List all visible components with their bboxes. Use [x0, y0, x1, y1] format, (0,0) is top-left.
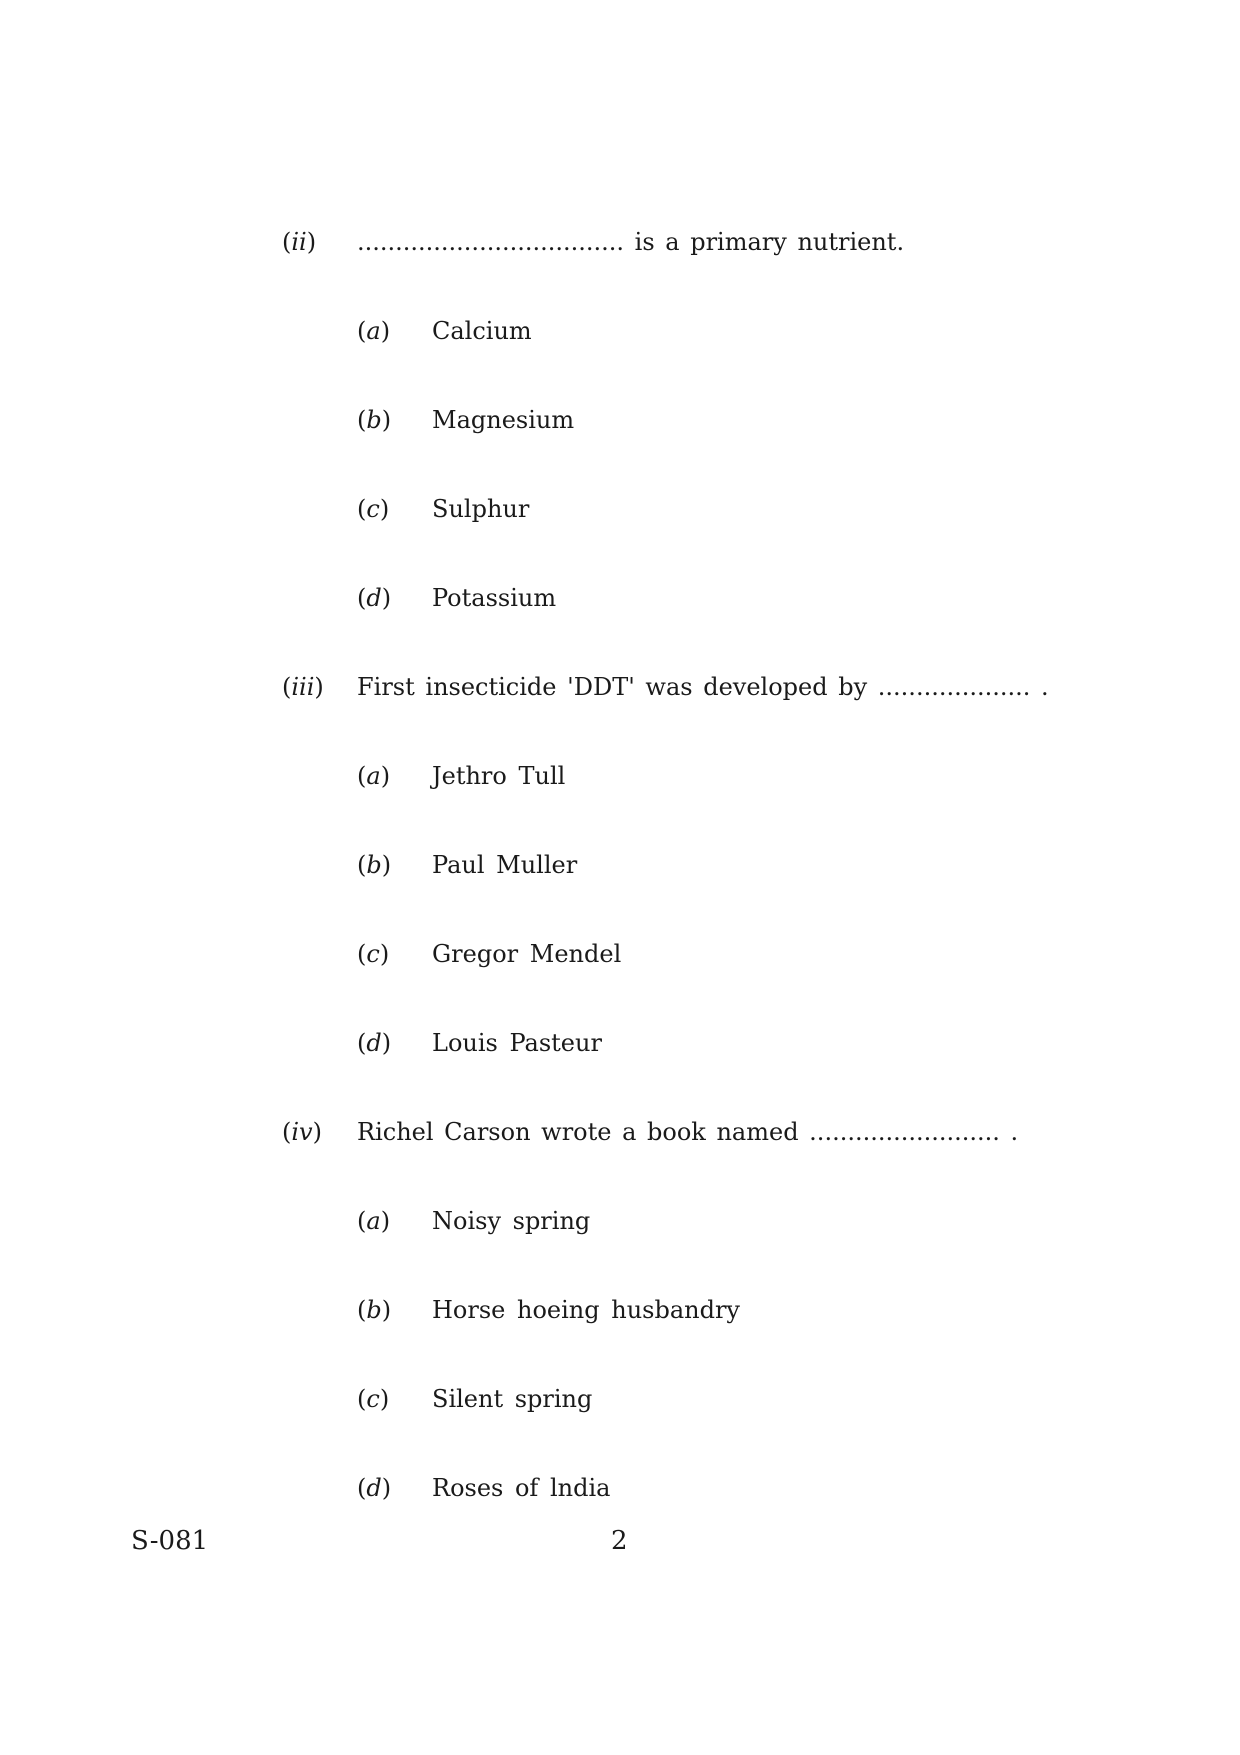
option-text: Horse hoeing husbandry: [432, 1296, 740, 1324]
option-label: (a): [357, 1207, 391, 1235]
paper-code: S-081: [131, 1526, 209, 1556]
option-label: (d): [357, 1474, 392, 1502]
option-label: (b): [357, 851, 392, 879]
question-text: ................................... is a primary nutrient.: [357, 228, 905, 256]
option-text: Louis Pasteur: [432, 1029, 602, 1057]
question-text: First insecticide 'DDT' was developed by .................... .: [357, 673, 1049, 701]
option-text: Calcium: [432, 317, 532, 345]
option-text: Silent spring: [432, 1385, 593, 1413]
option-text: Sulphur: [432, 495, 530, 523]
question-number: (ii): [282, 228, 317, 256]
option-text: Roses of lndia: [432, 1474, 611, 1502]
option-text: Gregor Mendel: [432, 940, 622, 968]
option-label: (d): [357, 584, 392, 612]
option-text: Jethro Tull: [432, 762, 566, 790]
option-label: (b): [357, 406, 392, 434]
option-label: (a): [357, 317, 391, 345]
option-text: Magnesium: [432, 406, 575, 434]
option-label: (b): [357, 1296, 392, 1324]
option-text: Paul Muller: [432, 851, 578, 879]
question-number: (iv): [282, 1118, 322, 1146]
option-label: (c): [357, 940, 390, 968]
question-number: (iii): [282, 673, 324, 701]
option-label: (d): [357, 1029, 392, 1057]
option-label: (c): [357, 1385, 390, 1413]
option-text: Potassium: [432, 584, 557, 612]
question-text: Richel Carson wrote a book named ......................... .: [357, 1118, 1019, 1146]
page-number: 2: [611, 1526, 628, 1556]
option-label: (a): [357, 762, 391, 790]
option-text: Noisy spring: [432, 1207, 591, 1235]
option-label: (c): [357, 495, 390, 523]
